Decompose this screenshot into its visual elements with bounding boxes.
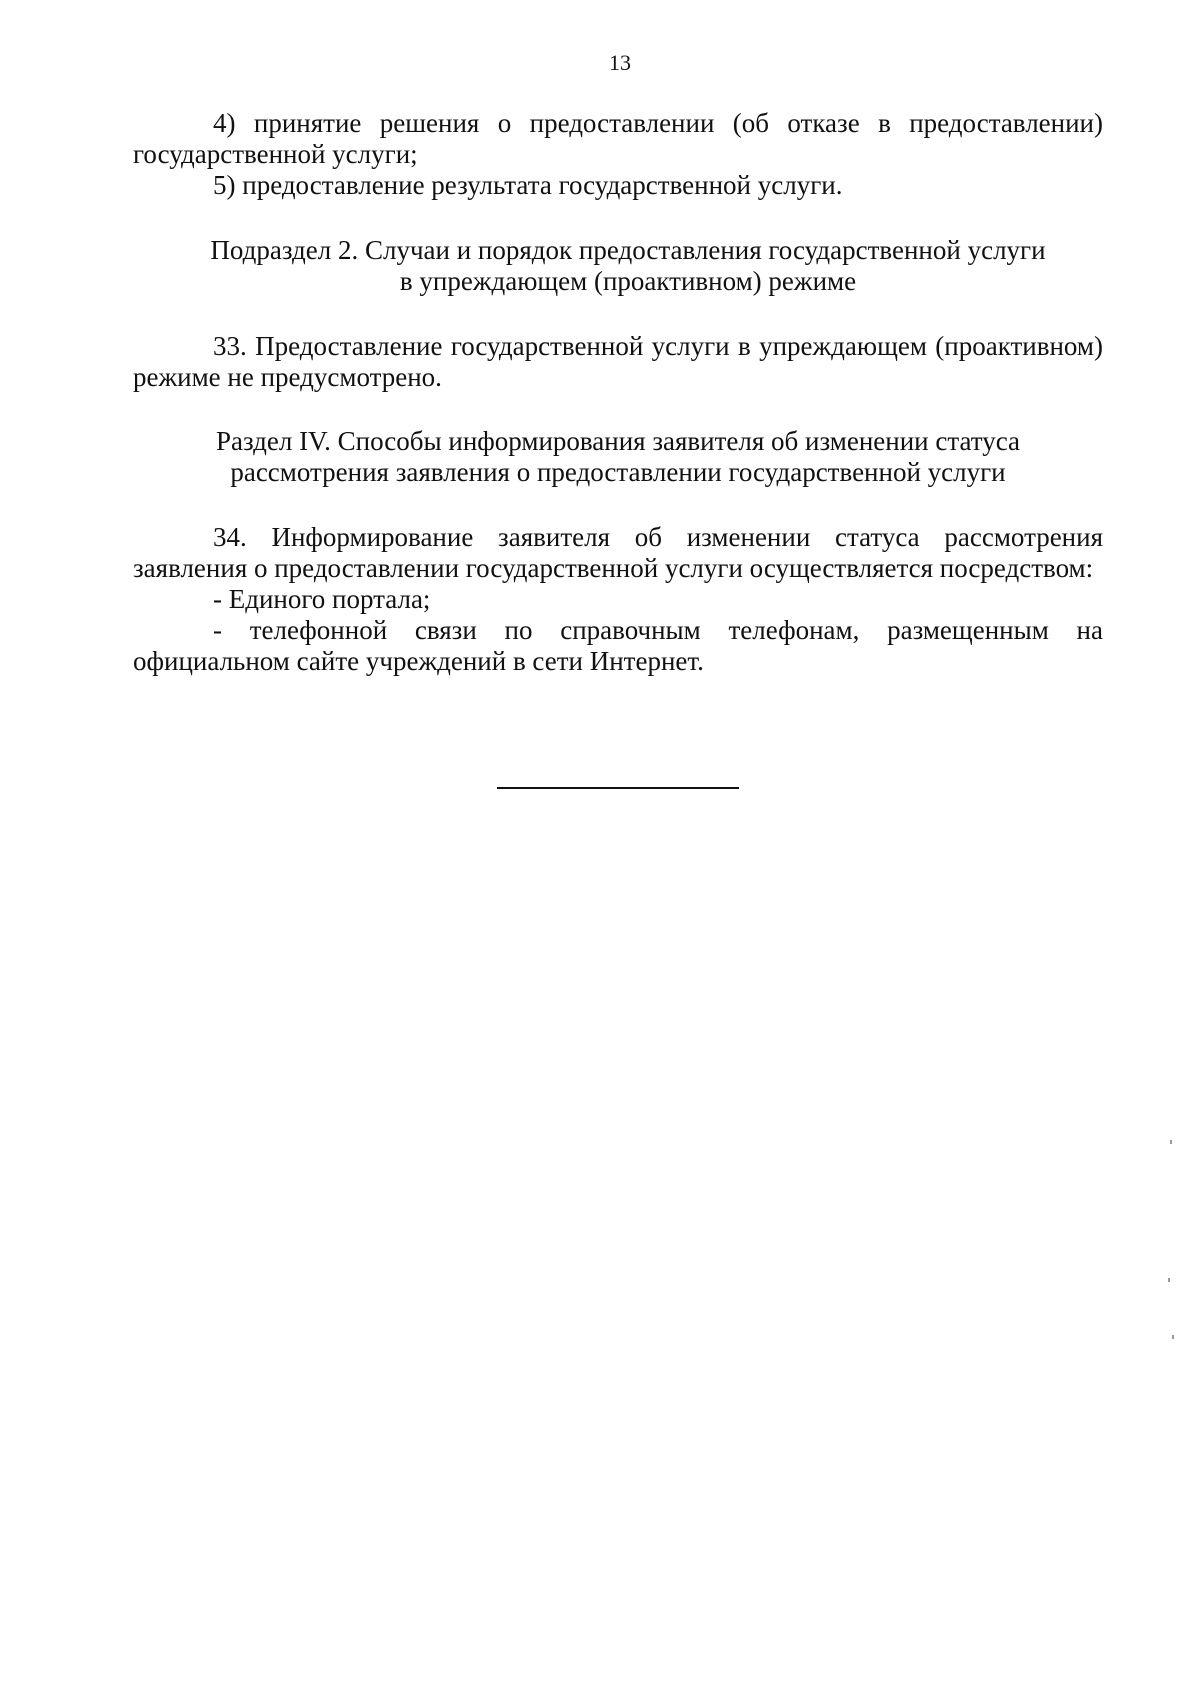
paragraph-34-bullet-portal: - Единого портала; — [213, 584, 431, 614]
page-number: 13 — [609, 50, 631, 75]
paragraph-34-bullet-phone: - телефонной связи по справочным телефонам, размещенным на официальном сайте учреждений в сети Интернет. — [133, 615, 1103, 676]
section-4-heading-line-1: Раздел IV. Способы информирования заявителя об изменении статуса — [216, 426, 1020, 456]
paragraph-34: 34. Информирование заявителя об изменении статуса рассмотрения заявления о предоставлении государственной услуги осуществляется посредством: — [133, 522, 1103, 583]
scan-speck — [1172, 1335, 1174, 1339]
page-content — [133, 108, 1103, 677]
subsection-2-heading — [153, 235, 1103, 297]
scan-speck — [1170, 1140, 1172, 1144]
list-item-5: 5) предоставление результата государственной услуги. — [213, 170, 843, 200]
list-item-4: 4) принятие решения о предоставлении (об отказе в предоставлении) государственной услуги; — [133, 108, 1103, 169]
section-4-heading — [133, 426, 1103, 488]
subsection-2-heading-line-1: Подраздел 2. Случаи и порядок предоставления государственной услуги — [210, 235, 1046, 265]
paragraph-33: 33. Предоставление государственной услуги в упреждающем (проактивном) режиме не предусмотрено. — [133, 331, 1103, 392]
scan-speck — [1168, 1278, 1170, 1282]
end-divider — [497, 787, 739, 789]
section-4-heading-line-2: рассмотрения заявления о предоставлении государственной услуги — [230, 457, 1006, 487]
subsection-2-heading-line-2: в упреждающем (проактивном) режиме — [399, 266, 857, 296]
